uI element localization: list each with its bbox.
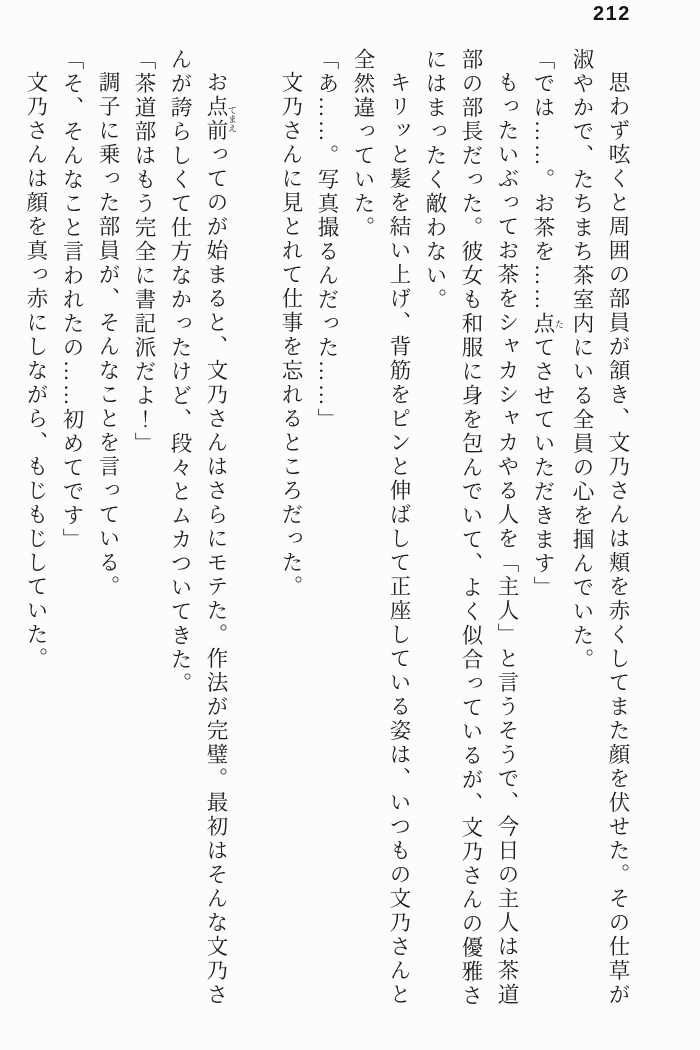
paragraph-5-dialogue: 「あ……。写真撮るんだった……」 [315,48,339,432]
paragraph-6-narrative: 文乃さんに見とれて仕事を忘れるところだった。 [279,70,303,599]
paragraph-8-narrative: お点前 てまえってのが始まると、文乃さんはさらにモテた。作法が完璧。最初はそんな文乃さんが誇らしくて仕方なかったけど、段々とムカついてきた。 [168,48,237,1007]
paragraph-9-dialogue: 「茶道部はもう完全に書記派だよ！」 [132,48,156,456]
scene-break [237,48,273,1028]
furigana-annotated-word: 点 た [531,312,564,336]
paragraph-4-narrative: キリッと髪を結い上げ、背筋をピンと伸ばして正座している姿は、いつもの文乃さんと全然違っていた。 [351,48,411,1007]
paragraph-2-dialogue: 「では……。お茶を……点 たてさせていただきます」 [531,48,564,600]
paragraph-3-narrative: もったいぶってお茶をシャカシャカやる人を「主人」と言うそうで、今日の主人は茶道部の部長だった。彼女も和服に身を包んでいて、よく似合っているが、文乃さんの優雅さにはまったく敵わない。 [423,48,519,1008]
paragraph-12-narrative: 文乃さんは顔を真っ赤にしながら、もじもじしていた。 [24,70,48,671]
paragraph-11-dialogue: 「そ、そんなこと言われたの……初めてです」 [60,48,84,552]
paragraph-1-narrative: 思わず呟くと周囲の部員が頷き、文乃さんは頬を赤くしてまた顔を伏せた。その仕草が淑やかで、たちまち茶室内にいる全員の心を掴んでいた。 [570,48,630,1007]
page-number: 212 [593,3,631,25]
paragraph-10-narrative: 調子に乗った部員が、そんなことを言っている。 [96,70,120,599]
page-text-vertical [18,48,636,1028]
furigana-annotated-word: 点前 てまえ [204,94,237,143]
